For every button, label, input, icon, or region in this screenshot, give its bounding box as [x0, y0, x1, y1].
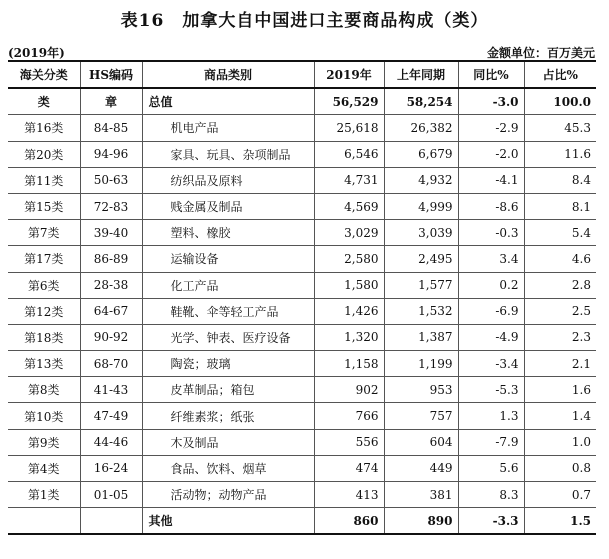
cell-category: 食品、饮料、烟草 [142, 455, 314, 481]
cell-share: 2.8 [524, 272, 596, 298]
cell-2019: 766 [314, 403, 384, 429]
cell-share: 4.6 [524, 246, 596, 272]
cell-prior-year: 953 [384, 377, 458, 403]
cell-class: 第4类 [8, 455, 80, 481]
cell-prior-year: 4,932 [384, 167, 458, 193]
cell-share: 11.6 [524, 141, 596, 167]
cell-hs: 86-89 [80, 246, 142, 272]
cell-prior-year: 26,382 [384, 115, 458, 141]
cell-class: 第18类 [8, 324, 80, 350]
cell-yoy: -8.6 [458, 193, 524, 219]
cell-prior-year: 604 [384, 429, 458, 455]
table-row [8, 455, 596, 481]
cell-2019: 25,618 [314, 115, 384, 141]
table-row [8, 377, 596, 403]
cell-2019: 556 [314, 429, 384, 455]
year-note: (2019年) [8, 46, 65, 60]
header-yoy: 同比% [458, 61, 524, 88]
total-row [8, 88, 596, 115]
table-row [8, 429, 596, 455]
table-row [8, 220, 596, 246]
table-title: 表16 加拿大自中国进口主要商品构成（类） [120, 11, 489, 31]
cell-share: 8.1 [524, 193, 596, 219]
cell-hs: 90-92 [80, 324, 142, 350]
cell-yoy: -0.3 [458, 220, 524, 246]
cell-hs: 41-43 [80, 377, 142, 403]
cell-yoy: 5.6 [458, 455, 524, 481]
cell-hs: 章 [80, 88, 142, 115]
cell-class: 第13类 [8, 351, 80, 377]
cell-hs: 47-49 [80, 403, 142, 429]
cell-share: 2.3 [524, 324, 596, 350]
cell-prior-year: 4,999 [384, 193, 458, 219]
header-customs-class: 海关分类 [8, 61, 80, 88]
cell-class: 第16类 [8, 115, 80, 141]
cell-yoy: 1.3 [458, 403, 524, 429]
cell-2019: 3,029 [314, 220, 384, 246]
cell-class: 类 [8, 88, 80, 115]
other-row [8, 508, 596, 535]
cell-yoy: -7.9 [458, 429, 524, 455]
cell-category: 机电产品 [142, 115, 314, 141]
cell-category: 皮革制品；箱包 [142, 377, 314, 403]
header-row [8, 61, 596, 88]
cell-class [8, 508, 80, 535]
cell-category: 光学、钟表、医疗设备 [142, 324, 314, 350]
cell-yoy: 8.3 [458, 482, 524, 508]
cell-category: 木及制品 [142, 429, 314, 455]
cell-2019: 2,580 [314, 246, 384, 272]
cell-hs: 84-85 [80, 115, 142, 141]
cell-yoy: -4.1 [458, 167, 524, 193]
header-category: 商品类别 [142, 61, 314, 88]
cell-2019: 1,158 [314, 351, 384, 377]
cell-hs: 28-38 [80, 272, 142, 298]
import-composition-table [8, 60, 596, 535]
cell-share: 2.1 [524, 351, 596, 377]
cell-hs: 50-63 [80, 167, 142, 193]
cell-share: 1.6 [524, 377, 596, 403]
header-hs-code: HS编码 [80, 61, 142, 88]
cell-share: 1.4 [524, 403, 596, 429]
cell-hs: 39-40 [80, 220, 142, 246]
cell-hs: 72-83 [80, 193, 142, 219]
cell-share: 45.3 [524, 115, 596, 141]
table-row [8, 403, 596, 429]
table-row [8, 351, 596, 377]
cell-class: 第1类 [8, 482, 80, 508]
cell-prior-year: 1,387 [384, 324, 458, 350]
cell-prior-year: 1,577 [384, 272, 458, 298]
cell-2019: 4,569 [314, 193, 384, 219]
cell-prior-year: 2,495 [384, 246, 458, 272]
cell-share: 0.8 [524, 455, 596, 481]
cell-class: 第6类 [8, 272, 80, 298]
cell-category: 纺织品及原料 [142, 167, 314, 193]
table-row [8, 246, 596, 272]
cell-category: 化工产品 [142, 272, 314, 298]
table-row [8, 298, 596, 324]
cell-hs: 64-67 [80, 298, 142, 324]
cell-category: 家具、玩具、杂项制品 [142, 141, 314, 167]
unit-note: 金额单位：百万美元 [486, 46, 595, 60]
cell-share: 5.4 [524, 220, 596, 246]
cell-category: 鞋靴、伞等轻工产品 [142, 298, 314, 324]
cell-class: 第10类 [8, 403, 80, 429]
cell-share: 0.7 [524, 482, 596, 508]
cell-share: 1.5 [524, 508, 596, 535]
cell-category: 贱金属及制品 [142, 193, 314, 219]
cell-class: 第8类 [8, 377, 80, 403]
cell-yoy: -5.3 [458, 377, 524, 403]
cell-prior-year: 3,039 [384, 220, 458, 246]
cell-class: 第15类 [8, 193, 80, 219]
cell-yoy: -4.9 [458, 324, 524, 350]
cell-hs [80, 508, 142, 535]
cell-yoy: -2.0 [458, 141, 524, 167]
table-row [8, 482, 596, 508]
cell-prior-year: 6,679 [384, 141, 458, 167]
cell-class: 第11类 [8, 167, 80, 193]
cell-yoy: -3.3 [458, 508, 524, 535]
table-row [8, 141, 596, 167]
cell-category: 陶瓷；玻璃 [142, 351, 314, 377]
header-prior-year: 上年同期 [384, 61, 458, 88]
table-row [8, 115, 596, 141]
cell-class: 第20类 [8, 141, 80, 167]
cell-hs: 01-05 [80, 482, 142, 508]
header-2019: 2019年 [314, 61, 384, 88]
cell-yoy: 3.4 [458, 246, 524, 272]
cell-share: 8.4 [524, 167, 596, 193]
cell-share: 2.5 [524, 298, 596, 324]
cell-2019: 1,580 [314, 272, 384, 298]
cell-class: 第7类 [8, 220, 80, 246]
cell-category: 塑料、橡胶 [142, 220, 314, 246]
cell-category: 运输设备 [142, 246, 314, 272]
cell-class: 第12类 [8, 298, 80, 324]
cell-2019: 1,426 [314, 298, 384, 324]
cell-2019: 56,529 [314, 88, 384, 115]
cell-yoy: 0.2 [458, 272, 524, 298]
cell-2019: 474 [314, 455, 384, 481]
cell-yoy: -3.4 [458, 351, 524, 377]
cell-prior-year: 1,532 [384, 298, 458, 324]
cell-2019: 1,320 [314, 324, 384, 350]
table-row [8, 324, 596, 350]
header-share: 占比% [524, 61, 596, 88]
cell-category: 活动物；动物产品 [142, 482, 314, 508]
cell-hs: 44-46 [80, 429, 142, 455]
cell-prior-year: 890 [384, 508, 458, 535]
cell-2019: 902 [314, 377, 384, 403]
cell-class: 第17类 [8, 246, 80, 272]
cell-prior-year: 1,199 [384, 351, 458, 377]
cell-share: 100.0 [524, 88, 596, 115]
cell-prior-year: 757 [384, 403, 458, 429]
cell-category: 纤维素浆；纸张 [142, 403, 314, 429]
cell-category: 其他 [142, 508, 314, 535]
table-row [8, 167, 596, 193]
cell-hs: 94-96 [80, 141, 142, 167]
cell-2019: 413 [314, 482, 384, 508]
cell-2019: 860 [314, 508, 384, 535]
cell-share: 1.0 [524, 429, 596, 455]
table-row [8, 272, 596, 298]
cell-2019: 4,731 [314, 167, 384, 193]
cell-yoy: -3.0 [458, 88, 524, 115]
cell-yoy: -6.9 [458, 298, 524, 324]
table-row [8, 193, 596, 219]
cell-2019: 6,546 [314, 141, 384, 167]
cell-hs: 68-70 [80, 351, 142, 377]
cell-hs: 16-24 [80, 455, 142, 481]
cell-yoy: -2.9 [458, 115, 524, 141]
cell-category: 总值 [142, 88, 314, 115]
cell-prior-year: 449 [384, 455, 458, 481]
cell-prior-year: 381 [384, 482, 458, 508]
cell-class: 第9类 [8, 429, 80, 455]
cell-prior-year: 58,254 [384, 88, 458, 115]
